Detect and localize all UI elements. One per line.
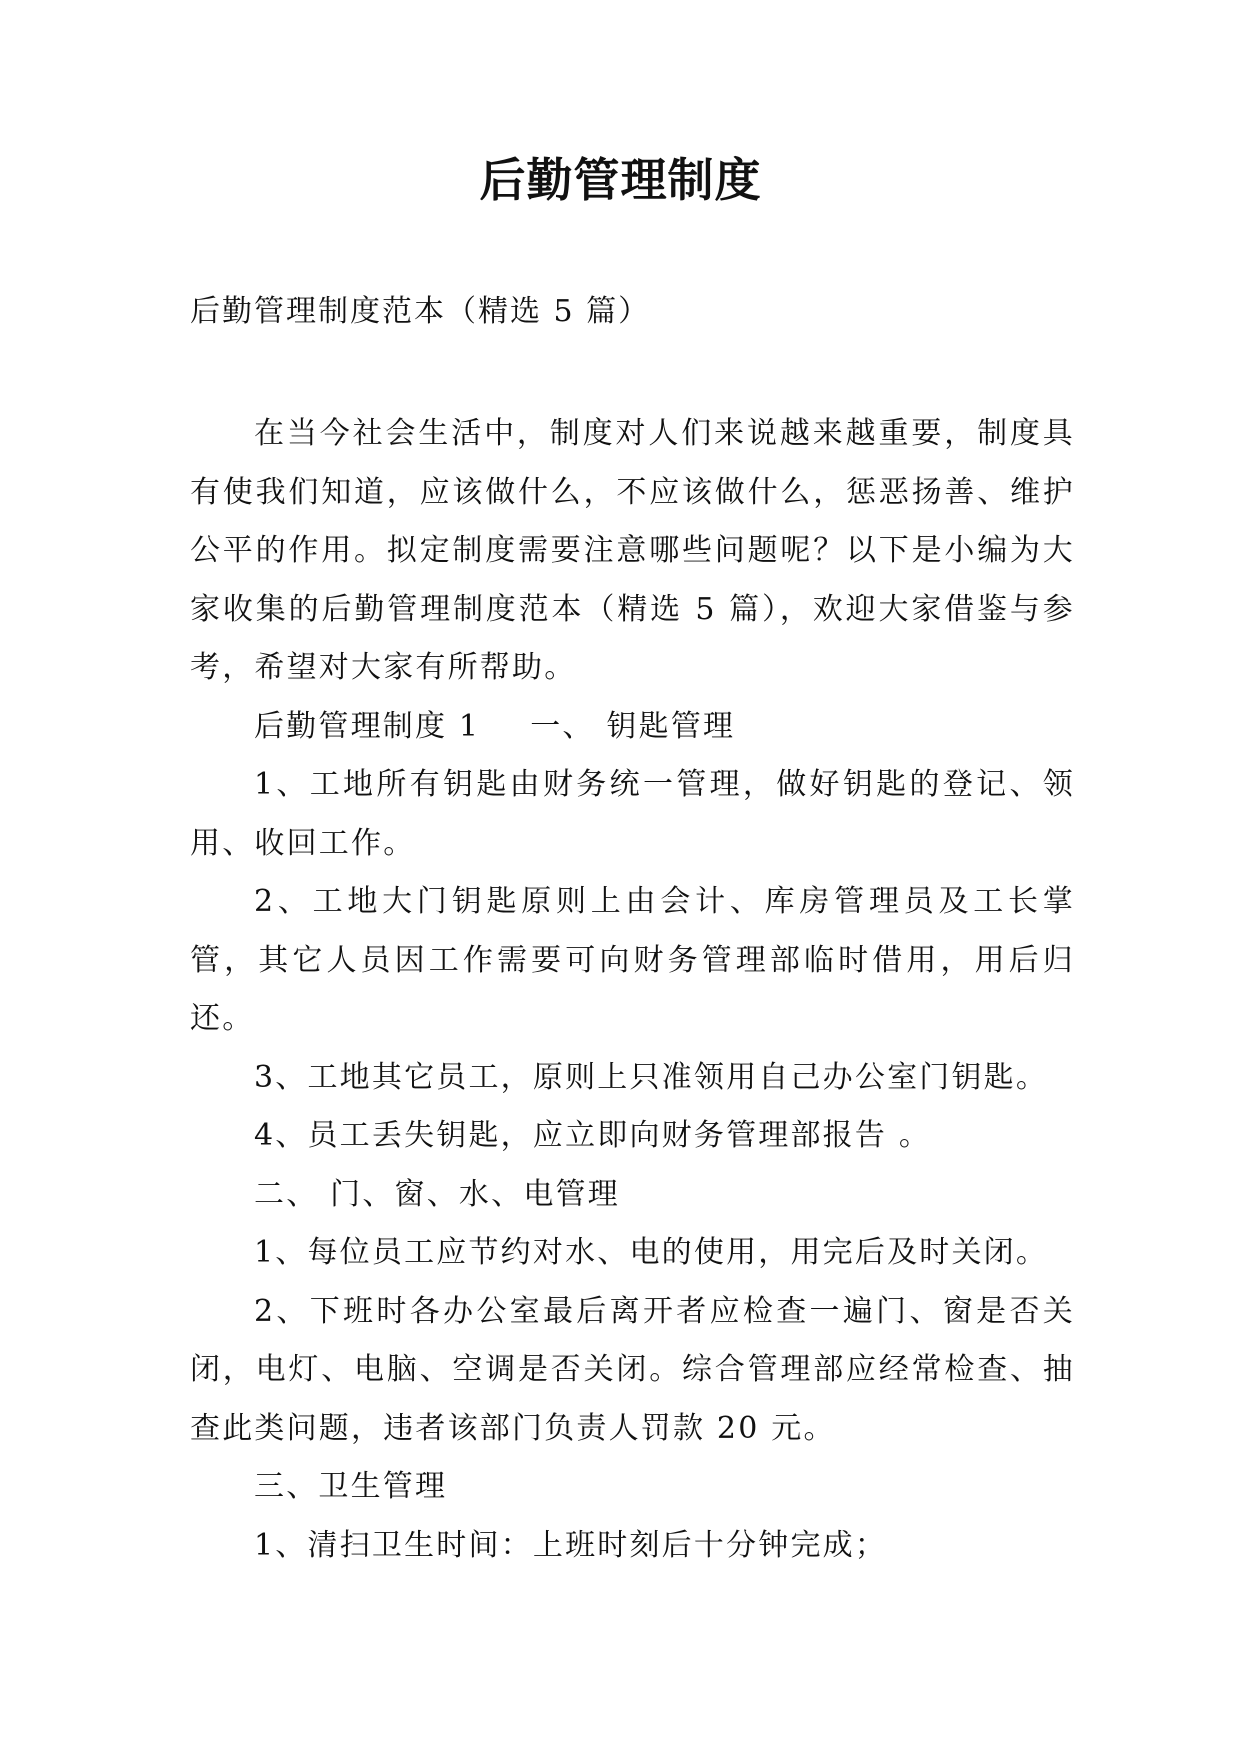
key-item-1: 1、工地所有钥匙由财务统一管理，做好钥匙的登记、领用、收回工作。	[190, 767, 1075, 861]
intro-paragraph: 在当今社会生活中，制度对人们来说越来越重要，制度具有使我们知道，应该做什么，不应该做什么，惩恶扬善、维护公平的作用。拟定制度需要注意哪些问题呢？以下是小编为大家收集的后勤管理制度范本（精选 5 篇），欢迎大家借鉴与参考，希望对大家有所帮助。	[190, 416, 1075, 685]
key-item-3: 3、工地其它员工，原则上只准领用自己办公室门钥匙。	[254, 1059, 1049, 1095]
key-item-2: 2、工地大门钥匙原则上由会计、库房管理员及工长掌管，其它人员因工作需要可向财务管理部临时借用，用后归还。	[190, 884, 1075, 1036]
section-1-line	[190, 698, 1075, 757]
section-2-heading: 二、 门、窗、水、电管理	[254, 1176, 620, 1212]
utility-item-2: 2、下班时各办公室最后离开者应检查一遍门、窗是否关闭，电灯、电脑、空调是否关闭。综合管理部应经常检查、抽查此类问题，违者该部门负责人罚款 20 元。	[190, 1293, 1075, 1446]
document-subtitle: 后勤管理制度范本（精选 5 篇）	[190, 294, 651, 329]
key-item-4: 4、员工丢失钥匙，应立即向财务管理部报告 。	[254, 1118, 932, 1153]
document-body	[190, 405, 1075, 1575]
section-1-heading: 一、 钥匙管理	[530, 708, 736, 744]
document-title: 后勤管理制度	[479, 153, 762, 207]
section-3-heading: 三、卫生管理	[254, 1469, 448, 1504]
hygiene-item-1: 1、清扫卫生时间：上班时刻后十分钟完成；	[254, 1527, 888, 1563]
section-1-label: 后勤管理制度 1	[254, 708, 481, 744]
utility-item-1: 1、每位员工应节约对水、电的使用，用完后及时关闭。	[254, 1235, 1049, 1270]
